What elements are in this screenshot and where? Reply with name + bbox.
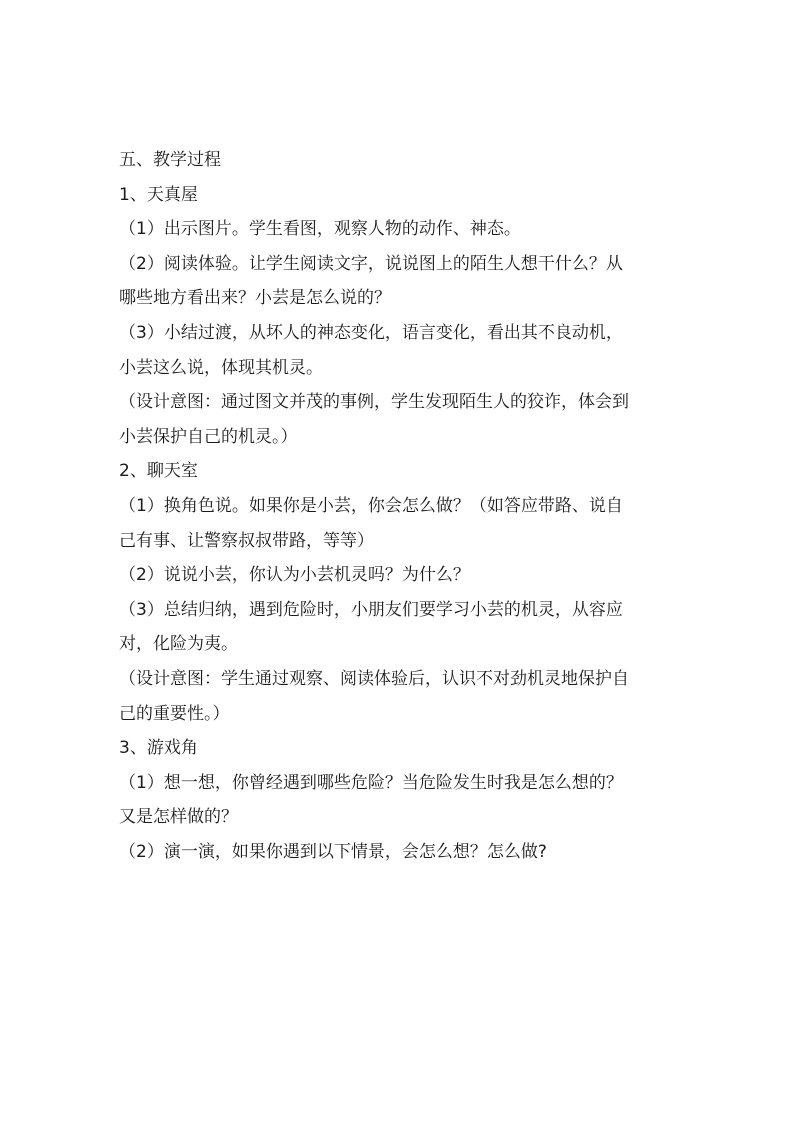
paragraph-line: 又是怎样做的？ <box>119 807 238 828</box>
design-intent-line: 小芸保护自己的机灵。） <box>119 426 298 447</box>
section-title: 五、教学过程 <box>119 150 221 170</box>
paragraph-line: （3）总结归纳，遇到危险时，小朋友们要学习小芸的机灵，从容应 <box>119 599 623 620</box>
paragraph-line: （1）想一想，你曾经遇到哪些危险？当危险发生时我是怎么想的？ <box>119 772 623 793</box>
paragraph-line: （1）换角色说。如果你是小芸，你会怎么做？（如答应带路、说自 <box>119 495 623 516</box>
document-body <box>119 143 679 869</box>
paragraph-line: （2）阅读体验。让学生阅读文字，说说图上的陌生人想干什么？从 <box>119 253 623 274</box>
paragraph-line: 己有事、让警察叔叔带路，等等） <box>119 530 374 551</box>
paragraph-line: 对，化险为夷。 <box>119 634 238 655</box>
part-heading-2: 2、聊天室 <box>119 461 198 482</box>
design-intent-line: 己的重要性。） <box>119 703 230 724</box>
design-intent-line: （设计意图：学生通过观察、阅读体验后，认识不对劲机灵地保护自 <box>119 668 629 689</box>
paragraph-line: 哪些地方看出来？小芸是怎么说的？ <box>119 288 391 309</box>
paragraph-line: （3）小结过渡，从坏人的神态变化，语言变化，看出其不良动机， <box>119 322 623 343</box>
part-heading-1: 1、天真屋 <box>119 184 198 205</box>
paragraph-line: （2）演一演，如果你遇到以下情景，会怎么想？怎么做? <box>119 841 547 862</box>
paragraph-line: （1）出示图片。学生看图，观察人物的动作、神态。 <box>119 219 521 240</box>
part-heading-3: 3、游戏角 <box>119 738 198 759</box>
paragraph-line: 小芸这么说，体现其机灵。 <box>119 357 323 378</box>
design-intent-line: （设计意图：通过图文并茂的事例，学生发现陌生人的狡诈，体会到 <box>119 392 629 413</box>
paragraph-line: （2）说说小芸，你认为小芸机灵吗？为什么？ <box>119 565 470 586</box>
